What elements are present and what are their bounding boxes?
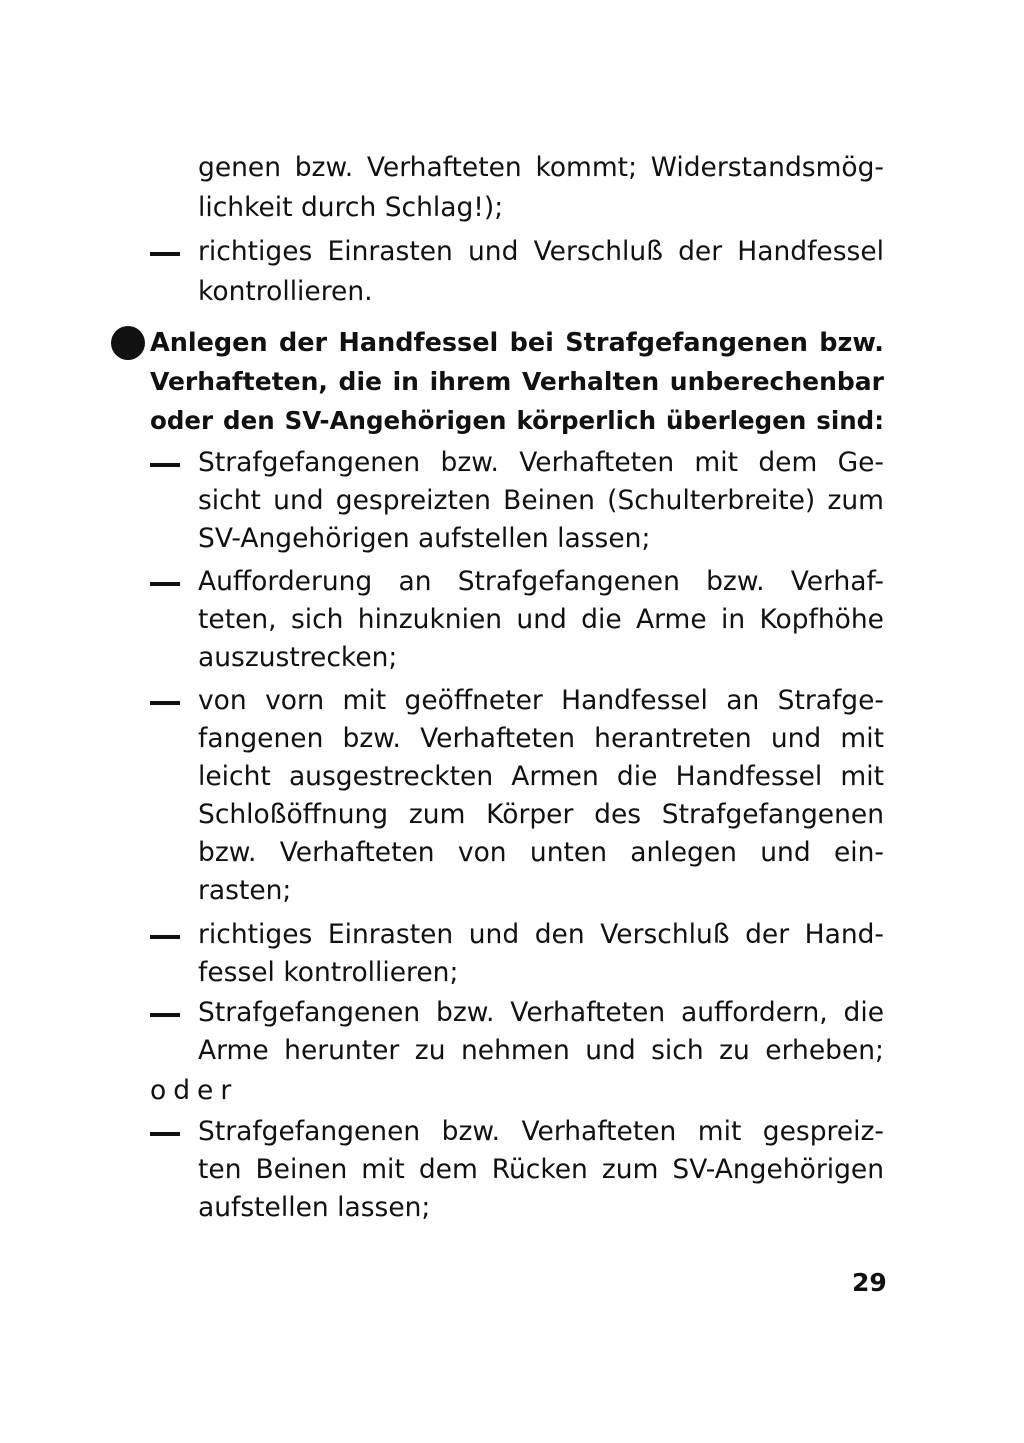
text-line: lichkeit durch Schlag!); [198,192,504,223]
dash-marker [150,463,180,467]
bullet-icon [111,326,145,360]
dash-marker [150,1132,180,1136]
text-line: Schloßöffnung zum Körper des Strafgefangenen [198,799,884,830]
text-line: Strafgefangenen bzw. Verhafteten mit gespreiz- [198,1116,884,1147]
section-heading-line: Verhafteten, die in ihrem Verhalten unberechenbar [150,367,884,396]
text-line: teten, sich hinzuknien und die Arme in Kopfhöhe [198,604,884,635]
text-line: ten Beinen mit dem Rücken zum SV-Angehörigen [198,1154,884,1185]
text-line: auszustrecken; [198,642,398,673]
text-line: genen bzw. Verhafteten kommt; Widerstandsmög- [198,152,884,183]
text-line: von vorn mit geöffneter Handfessel an Strafge- [198,685,884,716]
text-line: Aufforderung an Strafgefangenen bzw. Verhaf- [198,566,884,597]
text-line: rasten; [198,875,292,906]
text-line: leicht ausgestreckten Armen die Handfessel mit [198,761,884,792]
text-line: kontrollieren. [198,276,373,307]
text-line-oder: oder [150,1075,239,1106]
dash-marker [150,935,180,939]
page-number: 29 [852,1268,887,1297]
text-line: SV-Angehörigen aufstellen lassen; [198,523,651,554]
text-line: aufstellen lassen; [198,1192,431,1223]
text-line: richtiges Einrasten und den Verschluß der Hand- [198,919,884,950]
dash-marker [150,582,180,586]
text-line: Arme herunter zu nehmen und sich zu erheben; [198,1035,884,1066]
text-line: fangenen bzw. Verhafteten herantreten und mit [198,723,884,754]
dash-marker [150,252,180,256]
text-line: Strafgefangenen bzw. Verhafteten mit dem Ge- [198,447,884,478]
section-heading-line: Anlegen der Handfessel bei Strafgefangenen bzw. [150,328,884,358]
text-line: Strafgefangenen bzw. Verhafteten auffordern, die [198,997,884,1028]
text-line: richtiges Einrasten und Verschluß der Handfessel [198,236,884,267]
dash-marker [150,701,180,705]
text-line: sicht und gespreizten Beinen (Schulterbreite) zum [198,485,884,516]
text-line: fessel kontrollieren; [198,957,459,988]
section-heading-line: oder den SV-Angehörigen körperlich überlegen sind: [150,406,884,435]
dash-marker [150,1013,180,1017]
text-line: bzw. Verhafteten von unten anlegen und ein- [198,837,884,868]
